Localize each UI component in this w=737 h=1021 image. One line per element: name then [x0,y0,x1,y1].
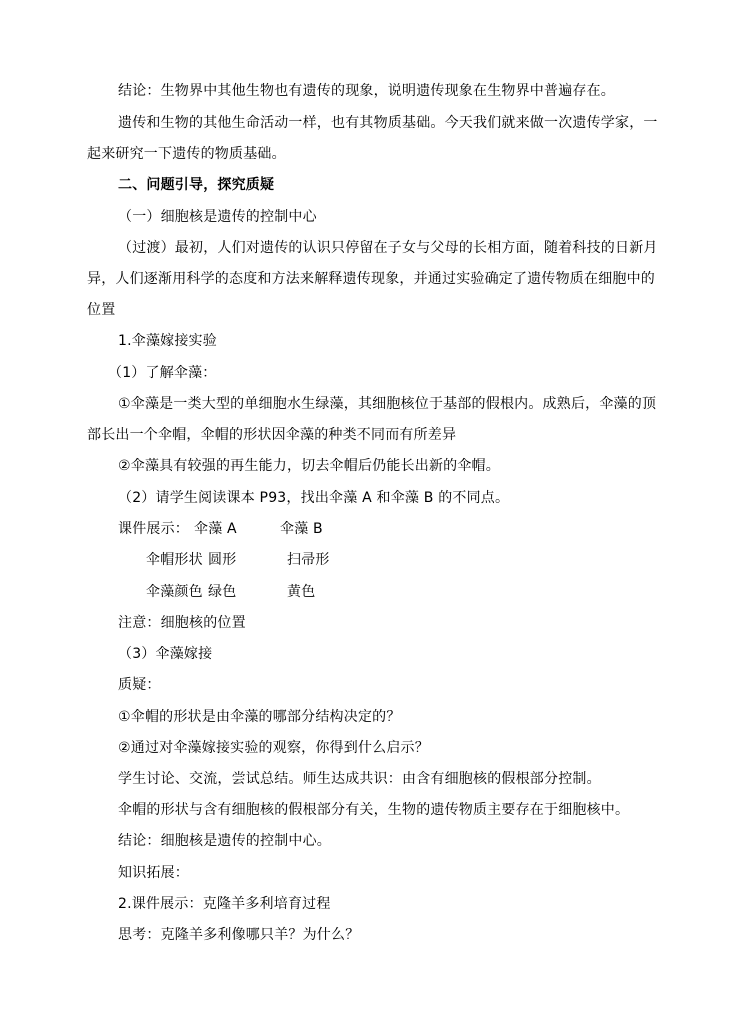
topic-1-heading: 1.伞藻嫁接实验 [118,333,217,349]
question-heading: 质疑： [118,677,161,693]
table-col-b: 伞藻 B [280,521,323,537]
discussion-line-2: 伞帽的形状与含有细胞核的假根部分有关，生物的遗传物质主要存在于细胞核中。 [118,802,630,818]
discussion-line-1: 学生讨论、交流，尝试总结。师生达成共识：由含有细胞核的假根部分控制。 [118,771,601,787]
table-col-a: 伞藻 A [194,521,237,537]
table-row2-a: 绿色 [208,584,237,600]
question-1: ①伞帽的形状是由伞藻的哪部分结构决定的？ [118,709,401,725]
paragraph-3-line-3: 位置 [87,302,116,318]
topic-1c-heading: （3）伞藻嫁接 [118,646,213,662]
conclusion-paragraph-1: 结论：生物界中其他生物也有遗传的现象，说明遗传现象在生物界中普遍存在。 [118,83,615,99]
table-row1-name: 伞帽形状 [146,552,203,568]
paragraph-3-line-1: （过渡）最初，人们对遗传的认识只停留在子女与父母的长相方面，随着科技的日新月 [118,240,658,256]
table-row2-name: 伞藻颜色 [146,584,203,600]
thinking-question: 思考：克隆羊多利像哪只羊？为什么？ [118,927,360,943]
note-line: 注意：细胞核的位置 [118,615,246,631]
paragraph-4-line-1: ①伞藻是一类大型的单细胞水生绿藻，其细胞核位于基部的假根内。成熟后，伞藻的顶 [118,396,657,412]
topic-2-heading: 2.课件展示：克隆羊多利培育过程 [118,896,331,912]
section-heading-2: 二、问题引导，探究质疑 [118,177,275,193]
paragraph-5: ②伞藻具有较强的再生能力，切去伞帽后仍能长出新的伞帽。 [118,458,500,474]
knowledge-extension-heading: 知识拓展： [118,865,189,881]
conclusion-paragraph-2: 结论：细胞核是遗传的控制中心。 [118,833,331,849]
paragraph-2-line-2: 起来研究一下遗传的物质基础。 [87,146,286,162]
topic-1b-heading: （2）请学生阅读课本 P93，找出伞藻 A 和伞藻 B 的不同点。 [118,490,510,506]
table-row1-a: 圆形 [208,552,237,568]
table-label: 课件展示： [118,521,189,537]
table-row2-b: 黄色 [287,584,316,600]
paragraph-4-line-2: 部长出一个伞帽，伞帽的形状因伞藻的种类不同而有所差异 [87,427,457,443]
paragraph-2-line-1: 遗传和生物的其他生命活动一样，也有其物质基础。今天我们就来做一次遗传学家，一 [118,115,658,131]
topic-1a-heading: （1）了解伞藻： [108,365,217,381]
question-2: ②通过对伞藻嫁接实验的观察，你得到什么启示？ [118,740,429,756]
subsection-heading-1: （一）细胞核是遗传的控制中心 [118,209,317,225]
table-row1-b: 扫帚形 [287,552,330,568]
paragraph-3-line-2: 异，人们逐渐用科学的态度和方法来解释遗传现象，并通过实验确定了遗传物质在细胞中的 [87,271,655,287]
